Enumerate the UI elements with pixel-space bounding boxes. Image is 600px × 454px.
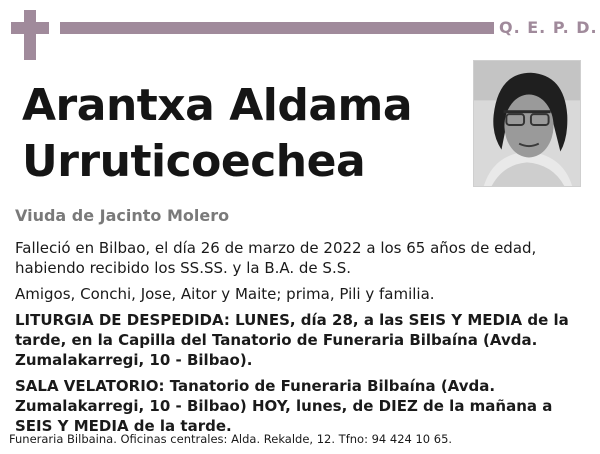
header-rule <box>60 22 494 34</box>
family-paragraph: Amigos, Conchi, Jose, Aitor y Maite; prima, Pili y familia. <box>15 285 435 303</box>
liturgy-paragraph: LITURGIA DE DESPEDIDA: LUNES, día 28, a las SEIS Y MEDIA de la tarde, en la Capilla del Tanatorio de Funeraria Bilbaína (Avda. Zumalakarregi, 10 - Bilbao). <box>15 311 569 369</box>
cross-icon-horizontal <box>11 22 49 34</box>
name-line-2: Urruticoechea <box>22 136 366 187</box>
announcement-body <box>15 238 587 442</box>
cross-icon-vertical <box>24 10 36 60</box>
death-notice-paragraph: Falleció en Bilbao, el día 26 de marzo de 2022 a los 65 años de edad, habiendo recibido los SS.SS. y la B.A. de S.S. <box>15 239 537 277</box>
subtitle-widow: Viuda de Jacinto Molero <box>15 206 230 225</box>
name-line-1: Arantxa Aldama <box>22 80 413 131</box>
footer-funeral-home: Funeraria Bilbaina. Oficinas centrales: Alda. Rekalde, 12. Tfno: 94 424 10 65. <box>9 432 453 446</box>
deceased-name <box>22 78 462 190</box>
wake-room-paragraph: SALA VELATORIO: Tanatorio de Funeraria Bilbaína (Avda. Zumalakarregi, 10 - Bilbao) HOY, lunes, de DIEZ de la mañana a SEIS Y MEDIA de la tarde. <box>15 377 553 435</box>
portrait-photo <box>473 60 581 187</box>
qepd-label: Q. E. P. D. <box>499 18 598 37</box>
